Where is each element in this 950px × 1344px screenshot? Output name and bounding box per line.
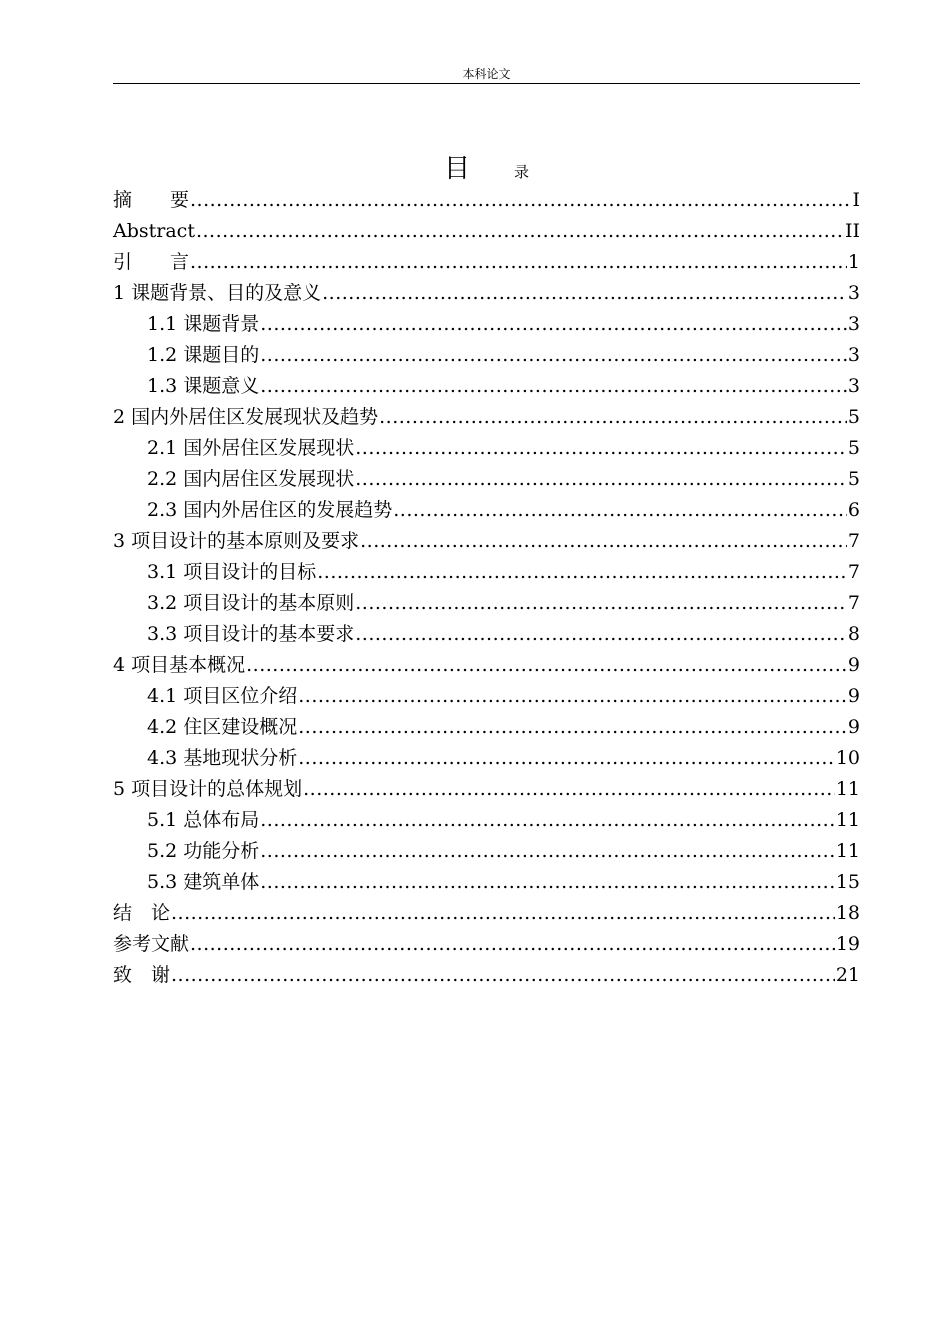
- toc-entry-label: 3.1 项目设计的目标: [147, 561, 317, 583]
- toc-dot-leader: [355, 588, 847, 619]
- toc-entry-label: 5.1 总体布局: [147, 809, 260, 831]
- toc-entry[interactable]: [113, 898, 860, 929]
- toc-dot-leader: [190, 185, 851, 216]
- toc-entry-label: 3 项目设计的基本原则及要求: [113, 530, 360, 552]
- toc-entry[interactable]: [113, 433, 860, 464]
- toc-entry-page-number: 10: [835, 747, 860, 769]
- toc-dot-leader: [190, 929, 835, 960]
- toc-dot-leader: [298, 743, 835, 774]
- toc-entry-page-number: 9: [847, 685, 860, 707]
- toc-entry-page-number: 7: [847, 592, 860, 614]
- toc-entry-label: 引 言: [113, 251, 190, 273]
- toc-entry-label: 3.3 项目设计的基本要求: [147, 623, 355, 645]
- toc-entry-page-number: I: [852, 189, 860, 211]
- header-rule: [113, 83, 860, 84]
- toc-entry-label: 结 论: [113, 902, 171, 924]
- toc-entry[interactable]: [113, 588, 860, 619]
- table-of-contents: [113, 185, 860, 991]
- toc-entry-label: 3.2 项目设计的基本原则: [147, 592, 355, 614]
- toc-entry[interactable]: [113, 960, 860, 991]
- toc-dot-leader: [260, 340, 847, 371]
- toc-entry-page-number: 9: [847, 716, 860, 738]
- toc-dot-leader: [260, 309, 847, 340]
- toc-entry-page-number: 3: [847, 282, 860, 304]
- toc-entry-label: 2.3 国内外居住区的发展趋势: [147, 499, 393, 521]
- toc-dot-leader: [260, 371, 847, 402]
- toc-entry[interactable]: [113, 309, 860, 340]
- toc-entry-label: 参考文献: [113, 933, 190, 955]
- toc-entry-label: 1.2 课题目的: [147, 344, 260, 366]
- toc-dot-leader: [246, 650, 847, 681]
- toc-entry[interactable]: [113, 867, 860, 898]
- toc-entry-label: 1 课题背景、目的及意义: [113, 282, 322, 304]
- toc-dot-leader: [360, 526, 847, 557]
- toc-dot-leader: [322, 278, 847, 309]
- toc-entry[interactable]: [113, 774, 860, 805]
- toc-dot-leader: [298, 681, 847, 712]
- toc-dot-leader: [355, 464, 847, 495]
- toc-entry-page-number: 5: [847, 437, 860, 459]
- toc-entry-page-number: 3: [847, 375, 860, 397]
- toc-entry-page-number: 3: [847, 313, 860, 335]
- toc-entry[interactable]: [113, 929, 860, 960]
- toc-dot-leader: [355, 433, 847, 464]
- toc-entry-page-number: 18: [835, 902, 860, 924]
- toc-entry-page-number: 21: [835, 964, 860, 986]
- toc-entry-page-number: 6: [847, 499, 860, 521]
- toc-entry-label: 4.3 基地现状分析: [147, 747, 298, 769]
- toc-title: [113, 152, 860, 189]
- toc-entry-page-number: 11: [835, 840, 860, 862]
- toc-title-char-2: 录: [514, 163, 530, 181]
- toc-dot-leader: [298, 712, 847, 743]
- toc-dot-leader: [171, 898, 835, 929]
- toc-entry[interactable]: [113, 805, 860, 836]
- toc-entry[interactable]: [113, 619, 860, 650]
- toc-dot-leader: [196, 216, 844, 247]
- toc-dot-leader: [171, 960, 835, 991]
- toc-entry[interactable]: [113, 495, 860, 526]
- toc-entry-label: 2.1 国外居住区发展现状: [147, 437, 355, 459]
- toc-dot-leader: [317, 557, 847, 588]
- toc-entry-label: 致 谢: [113, 964, 171, 986]
- toc-entry[interactable]: [113, 526, 860, 557]
- toc-entry[interactable]: [113, 650, 860, 681]
- toc-entry-page-number: 1: [847, 251, 860, 273]
- toc-entry-label: 1.1 课题背景: [147, 313, 260, 335]
- toc-entry[interactable]: [113, 836, 860, 867]
- toc-entry[interactable]: [113, 247, 860, 278]
- toc-entry[interactable]: [113, 340, 860, 371]
- toc-entry-page-number: 5: [847, 468, 860, 490]
- toc-entry[interactable]: [113, 464, 860, 495]
- toc-dot-leader: [393, 495, 847, 526]
- toc-dot-leader: [190, 247, 847, 278]
- toc-dot-leader: [355, 619, 847, 650]
- toc-entry-page-number: 11: [835, 778, 860, 800]
- toc-entry-label: 2 国内外居住区发展现状及趋势: [113, 406, 379, 428]
- toc-entry-label: 5.3 建筑单体: [147, 871, 260, 893]
- toc-entry-label: Abstract: [113, 220, 195, 242]
- toc-entry-page-number: 11: [835, 809, 860, 831]
- toc-dot-leader: [303, 774, 835, 805]
- toc-entry-label: 5 项目设计的总体规划: [113, 778, 303, 800]
- toc-dot-leader: [260, 836, 835, 867]
- toc-entry-page-number: II: [844, 220, 860, 242]
- toc-entry-label: 摘 要: [113, 189, 190, 211]
- toc-entry-page-number: 7: [847, 561, 860, 583]
- toc-entry[interactable]: [113, 402, 860, 433]
- toc-entry[interactable]: [113, 216, 860, 247]
- toc-entry-label: 4.2 住区建设概况: [147, 716, 298, 738]
- toc-entry[interactable]: [113, 681, 860, 712]
- toc-entry[interactable]: [113, 712, 860, 743]
- toc-dot-leader: [260, 867, 835, 898]
- running-header: 本科论文: [462, 67, 511, 81]
- toc-entry[interactable]: [113, 743, 860, 774]
- toc-dot-leader: [260, 805, 835, 836]
- toc-entry-page-number: 5: [847, 406, 860, 428]
- toc-entry-label: 1.3 课题意义: [147, 375, 260, 397]
- toc-entry-page-number: 15: [835, 871, 860, 893]
- toc-entry[interactable]: [113, 371, 860, 402]
- toc-dot-leader: [379, 402, 847, 433]
- toc-entry-page-number: 7: [847, 530, 860, 552]
- toc-entry-page-number: 19: [835, 933, 860, 955]
- toc-title-char-1: 目: [443, 154, 470, 184]
- toc-entry-page-number: 3: [847, 344, 860, 366]
- toc-entry-label: 5.2 功能分析: [147, 840, 260, 862]
- toc-entry[interactable]: [113, 278, 860, 309]
- toc-entry-page-number: 9: [847, 654, 860, 676]
- toc-entry-label: 4.1 项目区位介绍: [147, 685, 298, 707]
- toc-entry-page-number: 8: [847, 623, 860, 645]
- toc-entry[interactable]: [113, 185, 860, 216]
- toc-entry[interactable]: [113, 557, 860, 588]
- toc-entry-label: 2.2 国内居住区发展现状: [147, 468, 355, 490]
- toc-entry-label: 4 项目基本概况: [113, 654, 246, 676]
